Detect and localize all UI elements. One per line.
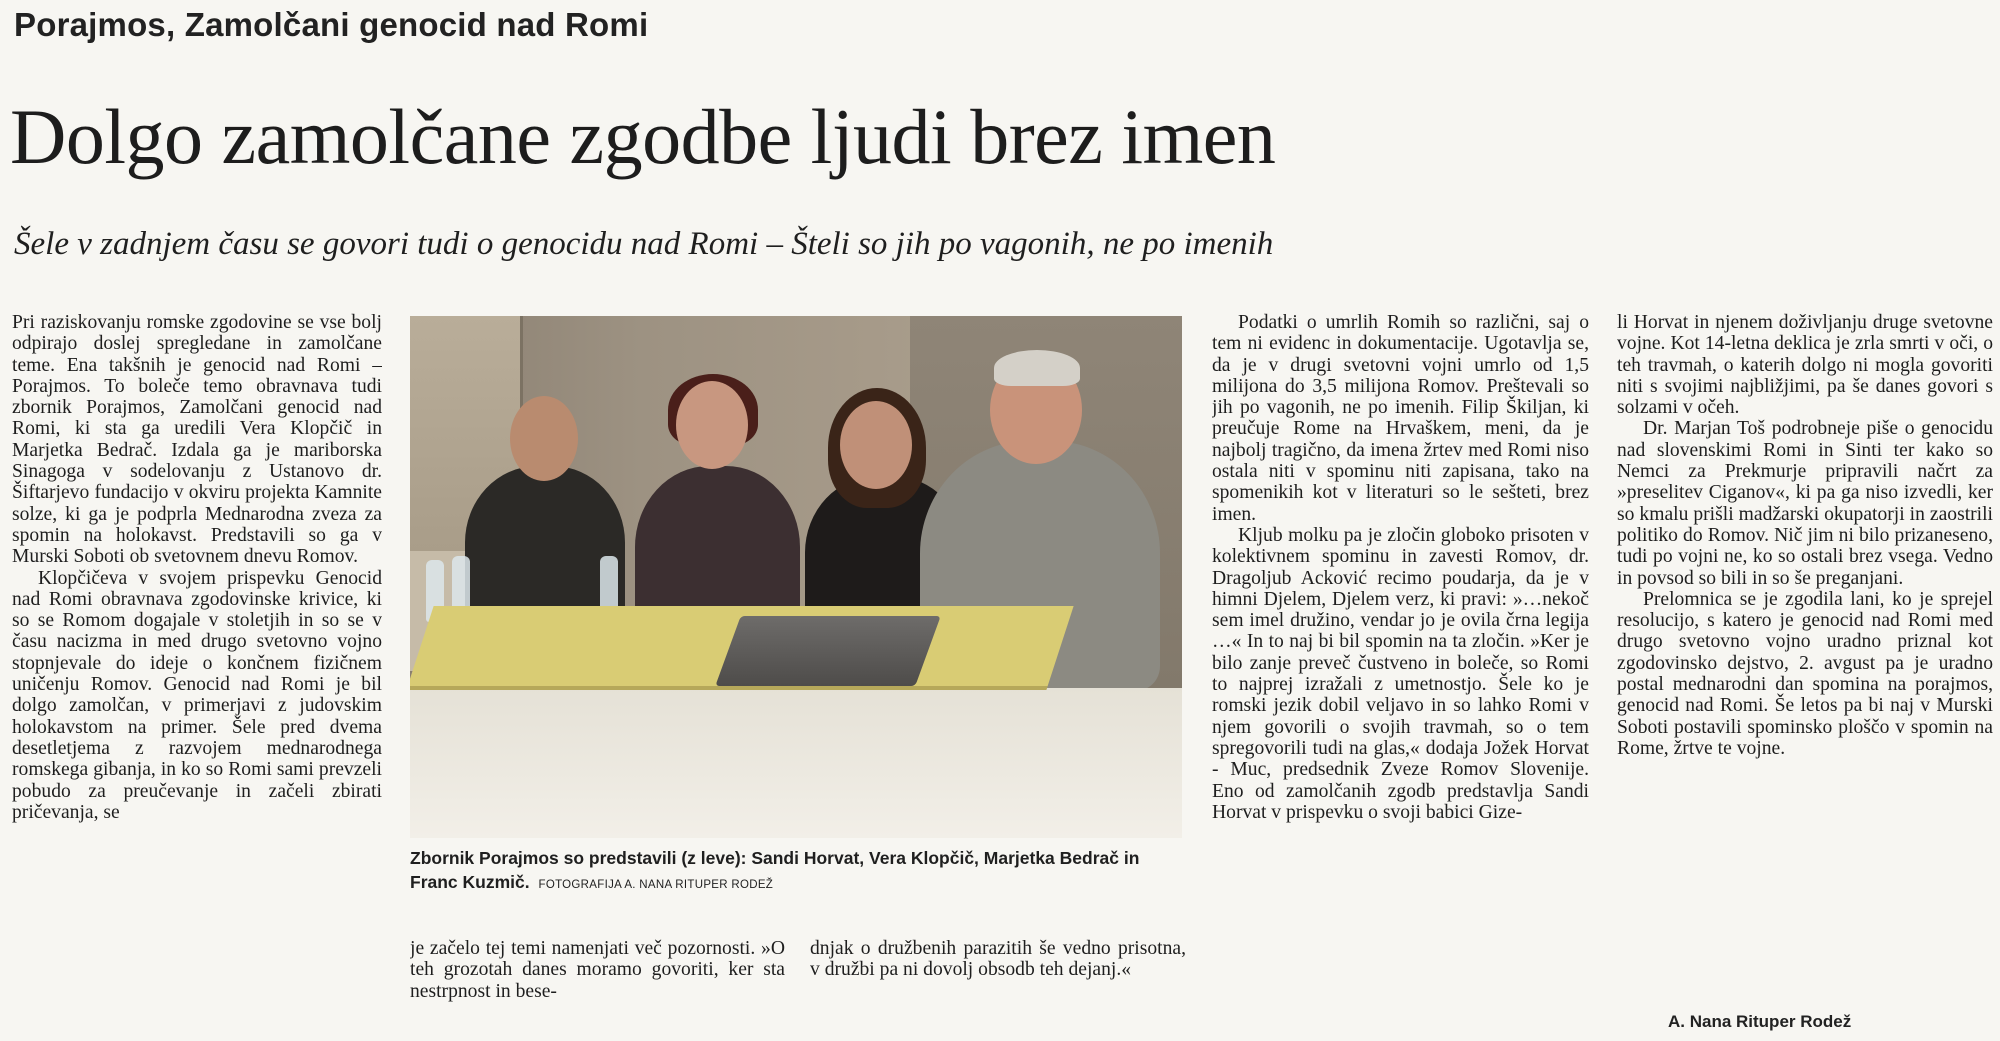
subheadline: Šele v zadnjem času se govori tudi o genocidu nad Romi – Šteli so jih po vagonih, ne po imenih xyxy=(14,226,1274,262)
article-column-4 xyxy=(1212,312,1589,1034)
article-column-3 xyxy=(810,938,1186,1036)
paragraph: li Horvat in njenem doživljanju druge svetovne vojne. Kot 14-letna deklica je zrla smrti v oči, o teh travmah, o katerih dolgo ni mogla govoriti niti s svojimi najbližjimi, pa še danes govori s solzami v očeh. xyxy=(1617,312,1993,419)
paragraph: dnjak o družbenih parazitih še vedno prisotna, v družbi pa ni dovolj obsodb teh dejanj.« xyxy=(810,938,1186,981)
photo-credit: FOTOGRAFIJA A. NANA RITUPER RODEŽ xyxy=(538,879,774,891)
paragraph: Klopčičeva v svojem prispevku Genocid nad Romi obravnava zgodovinske krivice, ki so se Romom dogajale v stoletjih in so se v času nacizma in med drugo svetovno vojno stopnjevale do ideje o končnem fizičnem uničenju Romov. Genocid nad Romi je bil dolgo zamolčan, v primerjavi z judovskim holokavstom na primer. Šele pred dvema desetletjema z razvojem mednarodnega romskega gibanja, in ko so Romi sami prevzeli pobudo za preučevanje in začeli zbirati pričevanja, se xyxy=(12,567,382,823)
article-column-1 xyxy=(12,312,382,1034)
paragraph: Dr. Marjan Toš podrobneje piše o genocidu nad slovenskimi Romi in Sinti ter kako so Nemci za Prekmurje pripravili načrt za »preselitev Ciganov«, ki pa ga niso izvedli, ker so kmalu prišli madžarski okupatorji in zaostrili politiko do Romov. Nič jim ni bilo prizaneseno, tudi po vojni ne, ko so ostali brez vsega. Vedno in povsod so bili in so še preganjani. xyxy=(1617,418,1993,589)
article-column-5 xyxy=(1617,312,1993,1012)
photo-caption xyxy=(410,846,1182,897)
paragraph: Prelomnica se je zgodila lani, ko je sprejel resolucijo, s katero je genocid nad Romi med drugo svetovno vojno uradno priznal kot zgodovinsko dejstvo, 2. avgust pa je uradno postal mednarodni dan spomina na porajmos, genocid nad Romi. Še letos pa bi naj v Murski Soboti postavili spominsko ploščo v spomin na Rome, žrtve te vojne. xyxy=(1617,588,1993,759)
byline: A. Nana Rituper Rodež xyxy=(1668,1012,1852,1031)
kicker: Porajmos, Zamolčani genocid nad Romi xyxy=(14,6,649,43)
article-column-2 xyxy=(410,938,785,1036)
paragraph: je začelo tej temi namenjati več pozornosti. »O teh grozotah danes moramo govoriti, ker sta nestrpnost in bese- xyxy=(410,938,785,1002)
paragraph: Kljub molku pa je zločin globoko prisoten v kolektivnem spominu in zavesti Romov, dr. Dragoljub Acković recimo poudarja, da je v himni Djelem, Djelem verz, ki pravi: »…nekoč sem imel družino, vendar jo je ovila črna legija …« In to naj bi bil spomin na ta zločin. »Ker je bilo zanje preveč čustveno in boleče, so Romi to najprej izražali z umetnostjo. Šele ko je romski jezik dobil veljavo in so lahko Romi v njem govorili o svojih travmah, so o tem spregovorili tudi na glas,« dodaja Jožek Horvat - Muc, predsednik Zveze Romov Slovenije. Eno od zamolčanih zgodb predstavlja Sandi Horvat v prispevku o svoji babici Gize- xyxy=(1212,524,1589,823)
paragraph: Pri raziskovanju romske zgodovine se vse bolj odpirajo doslej spregledane in zamolčane teme. Ena takšnih je genocid nad Romi – Porajmos. To boleče temo obravnava tudi zbornik Porajmos, Zamolčani genocid nad Romi, ki sta ga uredili Vera Klopčič in Marjetka Bedrač. Izdala ga je mariborska Sinagoga v sodelovanju z Ustanovo dr. Šiftarjevo fundacijo v okviru projekta Kamnite solze, ki ga je podprla Mednarodna zveza za spomin na holokavst. Predstavili so ga v Murski Soboti ob svetovnem dnevu Romov. xyxy=(12,312,382,568)
paragraph: Podatki o umrlih Romih so različni, saj o tem ni evidenc in dokumentacije. Ugotavlja se, da je v drugi svetovni vojni umrlo od 1,5 milijona do 3,5 milijona Romov. Preštevali so jih po vagonih, ne po imenih. Filip Škiljan, ki preučuje Rome na Hrvaškem, meni, da je najbolj tragično, da imena žrtev med Romi niso ostala niti v spominu niti zapisana, tako na spomenikih kot v literaturi so le sešteti, brez imen. xyxy=(1212,312,1589,525)
article-photo xyxy=(410,316,1182,838)
headline: Dolgo zamolčane zgodbe ljudi brez imen xyxy=(10,93,1276,180)
caption-text: Zbornik Porajmos so predstavili (z leve): Sandi Horvat, Vera Klopčič, Marjetka Bedrač in Franc Kuzmič. xyxy=(410,848,1140,892)
